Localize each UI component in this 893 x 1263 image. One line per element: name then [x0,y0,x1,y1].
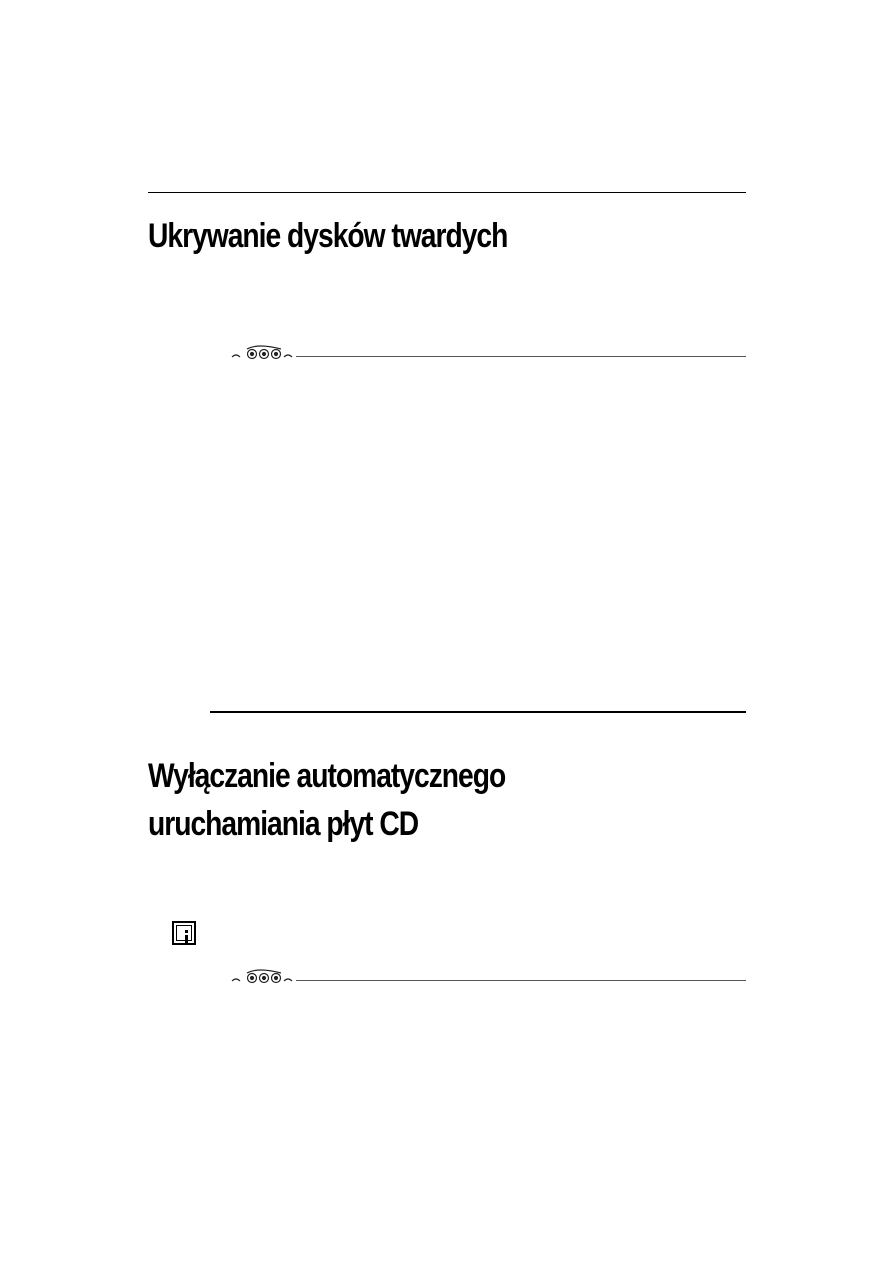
info-icon-dot [185,930,188,933]
info-icon [172,921,196,945]
floral-ornament-icon [230,344,300,364]
floral-ornament-icon [230,968,300,988]
section-heading-2-line-1: Wyłączanie automatycznego [148,757,506,795]
ornament-separator-1 [230,344,746,364]
ornament-separator-2 [230,968,746,988]
section-heading-1-line-1: Ukrywanie dysków twardych [148,217,508,255]
ornament-line-1 [296,356,746,357]
ornament-line-2 [296,980,746,981]
section-heading-1 [148,212,507,260]
section-divider-2 [210,711,746,713]
info-icon-frame [176,925,192,941]
section-heading-2 [148,752,505,848]
section-heading-2-line-2: uruchamiania płyt CD [148,805,419,843]
info-icon-stem [185,935,188,943]
section-divider-1 [148,192,746,193]
